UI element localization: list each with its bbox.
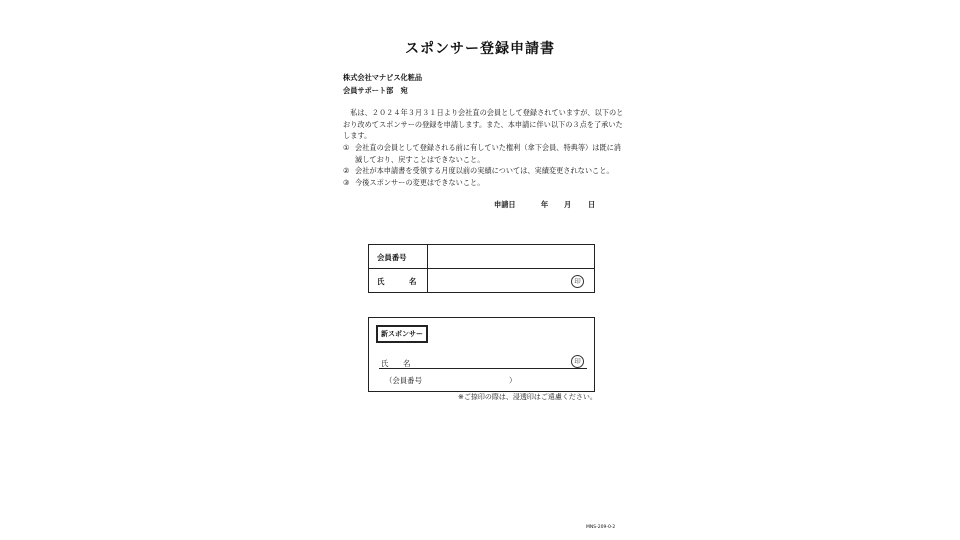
sponsor-name-label-first: 氏: [381, 359, 389, 368]
page-title: スポンサー登録申請書: [405, 41, 555, 57]
sponsor-name-label-second: 名: [403, 359, 411, 368]
new-sponsor-box: [368, 317, 595, 392]
sponsor-name-field[interactable]: [417, 352, 567, 367]
date-day-label: 日: [588, 200, 596, 209]
sponsor-member-number-open: （会員番号: [385, 376, 422, 385]
name-label-second: 名: [409, 277, 417, 286]
form-code: MNS-209-0-2: [586, 525, 616, 530]
seal-footnote: ※ご捺印の際は、浸透印はご遠慮ください。: [458, 393, 597, 401]
intro-paragraph: 私は、２０２４年３月３１日より会社直の会員として登録されていますが、以下のと おり改めてスポンサーの登録を申請します。また、本申請に伴い以下の３点を了承いた します。: [343, 108, 624, 140]
column-divider: [427, 245, 428, 292]
sponsor-member-number-close: ）: [509, 376, 517, 385]
condition-item-1: [343, 142, 625, 166]
addressee-company: 株式会社マナビス化粧品: [343, 73, 423, 82]
applicant-info-box: [368, 244, 595, 293]
date-month-label: 月: [564, 200, 572, 209]
condition-number: ③: [343, 178, 350, 187]
new-sponsor-heading: 新スポンサー: [376, 325, 428, 343]
name-field[interactable]: [429, 270, 569, 290]
seal-mark-icon: 印: [571, 275, 584, 288]
member-number-field[interactable]: [429, 246, 591, 267]
sponsor-member-number-field[interactable]: [429, 373, 509, 385]
name-label-first: 氏: [377, 277, 385, 286]
member-number-label: 会員番号: [377, 253, 407, 262]
condition-text: 会社が本申請書を受領する月度以前の実績については、実績変更されないこと。: [355, 166, 614, 175]
date-year-label: 年: [541, 200, 549, 209]
condition-item-2: [343, 165, 625, 177]
condition-text: 今後スポンサーの変更はできないこと。: [355, 178, 485, 187]
condition-text: 会社直の会員として登録される前に有していた権利（傘下会員、特典等）は既に消 滅しており、戻すことはできないこと。: [355, 143, 621, 164]
addressee-department: 会員サポート部 宛: [343, 86, 408, 95]
condition-number: ①: [343, 143, 350, 152]
sponsor-signature-line: [379, 368, 587, 369]
condition-item-3: [343, 177, 625, 189]
row-divider: [369, 268, 594, 269]
condition-number: ②: [343, 166, 350, 175]
sponsor-seal-mark-icon: 印: [571, 355, 584, 368]
application-date-label: 申請日: [494, 200, 516, 209]
